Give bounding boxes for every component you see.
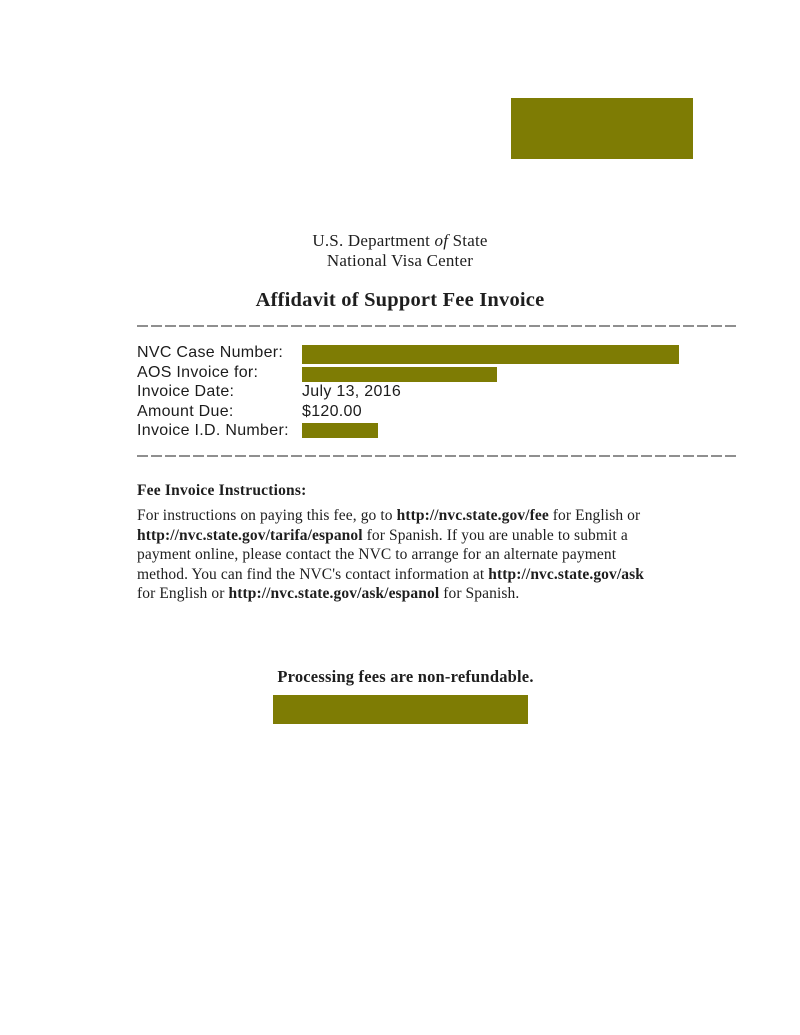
field-row-invoice-date [137,383,717,403]
invoice-fields [137,344,717,442]
field-value-amount-due: $120.00 [302,402,362,420]
field-row-amount-due [137,403,717,423]
field-value [302,364,717,382]
url-fee-spanish: http://nvc.state.gov/tarifa/espanol [137,526,363,544]
instructions-paragraph [137,506,645,604]
dashed-separator-bottom [137,455,736,457]
field-row-aos-invoice-for [137,364,717,384]
url-ask-spanish: http://nvc.state.gov/ask/espanol [228,585,440,603]
field-value [302,344,717,364]
field-label: AOS Invoice for: [137,363,259,381]
redaction-box-footer [273,695,528,724]
agency-name-line [0,231,800,251]
field-value [302,422,717,438]
instructions-text: for English or [548,507,641,524]
field-label: Invoice I.D. Number: [137,422,289,440]
url-ask-english: http://nvc.state.gov/ask [488,565,644,583]
url-fee-english: http://nvc.state.gov/fee [396,507,549,524]
field-label: Amount Due: [137,402,234,420]
nonrefundable-notice: Processing fees are non-refundable. [277,667,534,686]
dashed-separator-top [137,325,736,327]
field-row-invoice-id-number [137,422,717,442]
instructions-heading: Fee Invoice Instructions: [137,482,307,499]
field-label: Invoice Date: [137,383,235,401]
field-value-invoice-date: July 13, 2016 [302,383,402,401]
redaction-box-header [511,98,693,159]
redaction-bar-aos-invoice [302,367,497,382]
agency-name-of: of [434,231,449,250]
redaction-bar-case-number [302,345,679,364]
instructions-text: for English or [137,585,229,603]
agency-name-prefix: U.S. Department [312,231,435,250]
document-title: Affidavit of Support Fee Invoice [255,289,545,311]
instructions-text: For instructions on paying this fee, go to [137,507,397,524]
agency-header [0,231,800,271]
agency-name-suffix: State [448,231,488,250]
redaction-bar-invoice-id [302,423,378,438]
instructions-text: for Spanish. If you are unable to submit a payment online, please contact the NVC to arrange for an alternate payment method. You can find the NVC's contact information at [137,526,628,583]
subagency-name: National Visa Center [326,251,474,270]
instructions-text: for Spanish. [439,585,520,603]
field-row-nvc-case-number [137,344,717,364]
field-label: NVC Case Number: [137,344,284,361]
